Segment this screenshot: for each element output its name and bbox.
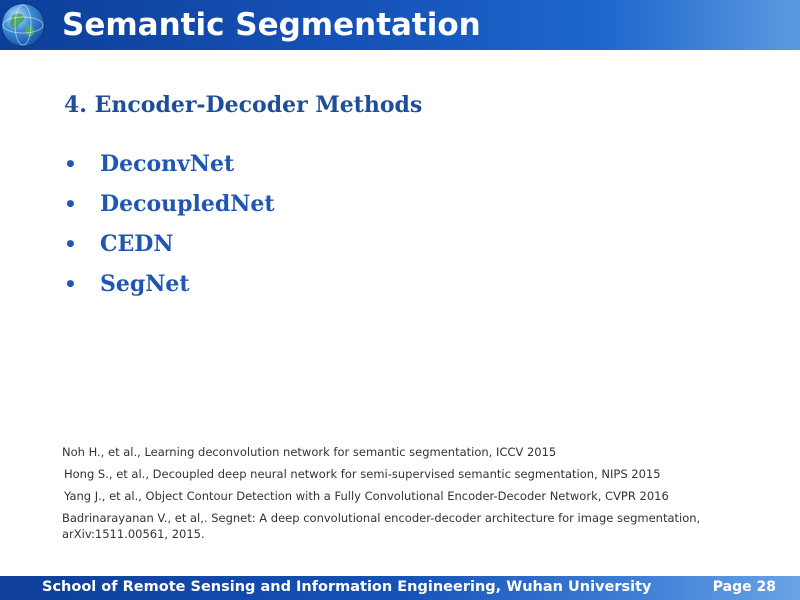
globe-icon — [2, 4, 44, 46]
bullet-dot: • — [64, 272, 77, 296]
bullet-label: CEDN — [100, 231, 174, 257]
slide-title: Semantic Segmentation — [62, 7, 481, 43]
references — [62, 444, 762, 548]
bullet-label: DecoupledNet — [100, 191, 275, 217]
section-heading: 4. Encoder-Decoder Methods — [64, 92, 423, 118]
bullet-item-segnet — [64, 264, 275, 304]
bullet-item-decouplednet — [64, 184, 275, 224]
bullet-dot: • — [64, 192, 77, 216]
bullet-dot: • — [64, 152, 77, 176]
bullet-label: DeconvNet — [100, 151, 235, 177]
reference-yang: Yang J., et al., Object Contour Detection with a Fully Convolutional Encoder-Decoder Network, CVPR 2016 — [64, 489, 669, 503]
bullet-list — [64, 144, 275, 304]
reference-noh: Noh H., et al., Learning deconvolution network for semantic segmentation, ICCV 2015 — [62, 445, 557, 459]
bullet-label: SegNet — [100, 271, 190, 297]
footer-institution: School of Remote Sensing and Information Engineering, Wuhan University — [42, 579, 652, 595]
reference-badrinarayanan: Badrinarayanan V., et al,. Segnet: A deep convolutional encoder-decoder architecture for image segmentation, arXiv:1511.00561, 2015. — [62, 511, 701, 541]
bullet-item-cedn — [64, 224, 275, 264]
title-bar — [0, 0, 800, 50]
reference-hong: Hong S., et al., Decoupled deep neural network for semi-supervised semantic segmentation, NIPS 2015 — [64, 467, 661, 481]
footer-bar — [0, 576, 800, 600]
bullet-item-deconvnet — [64, 144, 275, 184]
bullet-dot: • — [64, 232, 77, 256]
page-number: Page 28 — [712, 579, 776, 595]
